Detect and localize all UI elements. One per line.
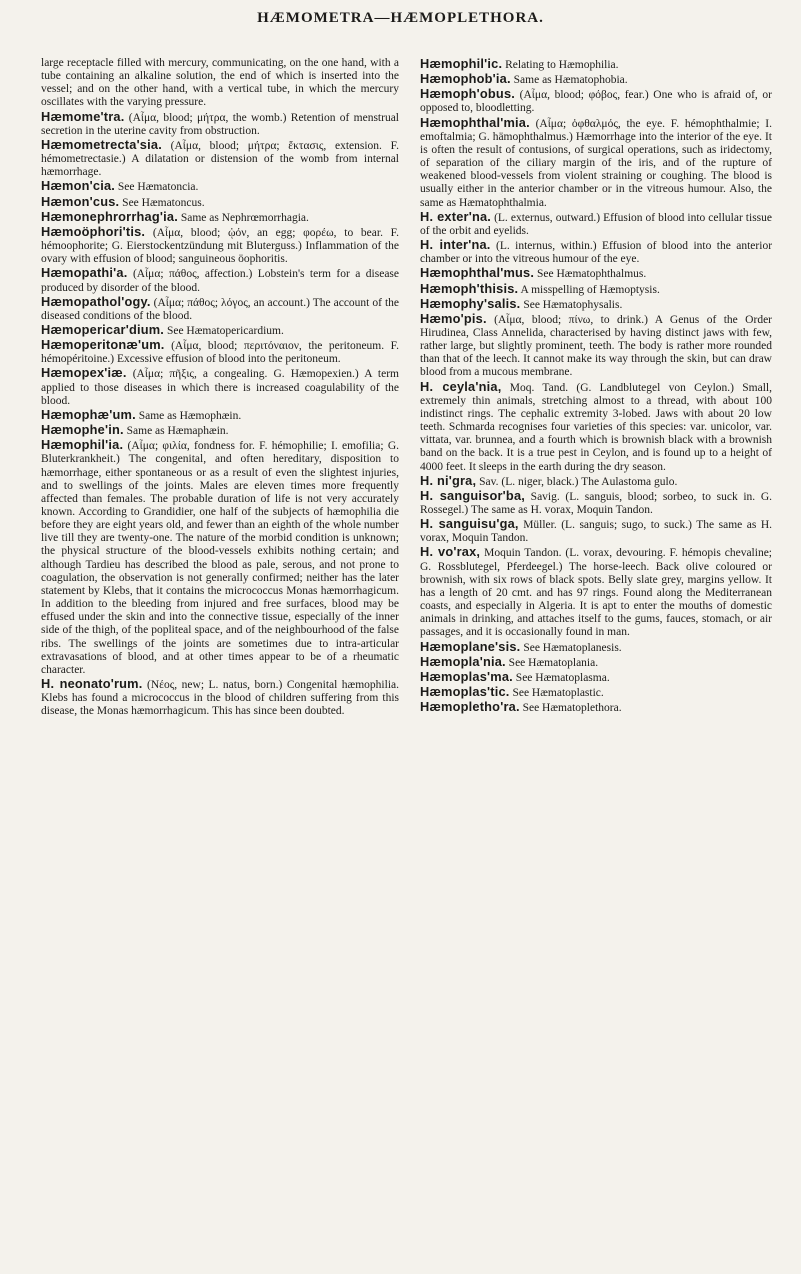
entry-headword: H. neonato'rum. xyxy=(41,676,143,692)
dictionary-entry xyxy=(41,110,399,138)
dictionary-entry xyxy=(420,545,772,639)
entry-headword: Hæmome'tra. xyxy=(41,108,125,124)
dictionary-entry xyxy=(420,238,772,266)
dictionary-entry xyxy=(420,517,772,545)
entry-headword: Hæmon'cia. xyxy=(41,178,116,194)
dictionary-entry xyxy=(420,685,772,700)
entry-text: (L. externus, outward.) Effusion of blood into cellular tissue of the orbit and eyelids. xyxy=(420,211,773,237)
entry-headword: Hæmophy'salis. xyxy=(420,295,521,311)
entry-text: Same as Hæmatophobia. xyxy=(513,74,628,87)
entry-text: Moq. Tand. (G. Landblutegel von Ceylon.) Small, extremely thin animals, stretching almost to a thread, with about 100 indistinct rings. The cephalic extremity 3-lobed. Jaws with about 20 low teeth. Schmarda recognises four varieties of this species: var. unicolor, var. vittata, var. brunnea, and a fourth which is brownish black with a brownish band on the back. It is a true pest in Ceylon, and is found up to a height of 4000 feet. It sleeps in the earth during the dry season. xyxy=(420,381,772,473)
entry-headword: H. ceyla'nia, xyxy=(420,378,502,394)
dictionary-entry xyxy=(420,282,772,297)
entry-text: See Hæmatoplastic. xyxy=(512,687,604,700)
dictionary-entry xyxy=(420,312,772,380)
entry-headword: H. ni'gra, xyxy=(420,472,477,488)
entry-text: Sav. (L. niger, black.) The Aulastoma gulo. xyxy=(479,475,678,488)
entry-text: Savig. (L. sanguis, blood; sorbeo, to suck in. G. Rossegel.) The same as H. vorax, Moquin Tandon. xyxy=(420,490,772,516)
entry-headword: Hæmometrecta'sia. xyxy=(41,136,162,152)
entry-text: (Αἷμα; πῆξις, a congealing. G. Hæmopexien.) A term applied to those diseases in which there is increased coagulability of the blood. xyxy=(41,368,400,407)
dictionary-entry xyxy=(41,266,399,294)
entry-headword: H. vo'rax, xyxy=(420,544,481,560)
entry-text: See Hæmatoplania. xyxy=(508,656,599,669)
dictionary-entry xyxy=(41,338,399,366)
entry-text: (Αἷμα; πάθος, affection.) Lobstein's term for a disease produced by disorder of the blood. xyxy=(41,268,399,294)
dictionary-entry xyxy=(41,438,399,677)
dictionary-entry xyxy=(41,366,399,407)
dictionary-entry xyxy=(41,408,399,423)
dictionary-entry xyxy=(420,700,772,715)
dictionary-entry xyxy=(420,670,772,685)
dictionary-entry xyxy=(420,380,772,474)
entry-headword: H. inter'na. xyxy=(420,237,491,253)
dictionary-entry xyxy=(41,677,399,718)
entry-text: Same as Nephrœmorrhagia. xyxy=(180,211,309,224)
entry-text: See Hæmatoncia. xyxy=(117,181,199,194)
entry-headword: Hæmoöphori'tis. xyxy=(41,223,146,239)
entry-text: See Hæmatopericardium. xyxy=(166,324,284,337)
entry-text: (Αἷμα, blood; μήτρα, the womb.) Retention of menstrual secretion in the uterine cavity from obstruction. xyxy=(41,111,399,137)
entry-text: (L. internus, within.) Effusion of blood into the anterior chamber or into the vitreous humour of the eye. xyxy=(420,240,773,266)
dictionary-entry xyxy=(41,295,399,323)
dictionary-entry xyxy=(41,179,399,194)
entry-text: (Αἷμα, blood; περιτόναιον, the peritoneum. F. hémopéritoine.) Excessive effusion of blood into the peritoneum. xyxy=(41,340,399,366)
entry-text: (Αἷμα, blood; φόβος, fear.) One who is afraid of, or opposed to, bloodletting. xyxy=(420,89,773,115)
entry-headword: Hæmopathi'a. xyxy=(41,265,128,281)
entry-text: Moquin Tandon. (L. vorax, devouring. F. hémopis chevaline; G. Rossblutegel, Pferdeegel.) The horse-leech. Back olive coloured or brownish, with six rows of black spots. Belly slate grey, margins yellow. It has a length of 20 cmt. and has 97 rings. Found along the Mediterranean coasts, and especially in Algeria. It is apt to enter the mouths of domestic animals in drinking, and attaches itself to the gums, fauces, stomach, or air passages, and it is occasionally found in man. xyxy=(420,547,773,639)
entry-headword: Hæmophthal'mia. xyxy=(420,114,530,130)
entry-headword: Hæmoplas'tic. xyxy=(420,684,510,700)
entry-headword: H. sanguisor'ba, xyxy=(420,487,526,503)
entry-text: Relating to Hæmophilia. xyxy=(505,59,619,71)
dictionary-entry xyxy=(420,297,772,312)
entry-text: Same as Hæmaphæin. xyxy=(126,425,229,438)
entry-headword: Hæmoph'obus. xyxy=(420,86,516,102)
entry-text: See Hæmatoplasma. xyxy=(515,671,610,684)
entry-headword: H. sanguisu'ga, xyxy=(420,516,519,532)
entry-headword: Hæmophil'ia. xyxy=(41,437,124,453)
entry-headword: Hæmophil'ic. xyxy=(420,56,503,71)
dictionary-entry xyxy=(420,655,772,670)
entry-text: See Hæmatophysalis. xyxy=(523,298,623,311)
entry-headword: Hæmophæ'um. xyxy=(41,406,136,422)
entry-headword: Hæmoplas'ma. xyxy=(420,668,513,684)
dictionary-entry xyxy=(41,57,399,110)
entry-text: (Αἷμα; ὀφθαλμός, the eye. F. hémophthalmie; I. emoftalmia; G. hämophthalmus.) Hæmorrhage into the interior of the eye. It is often the result of contusions, of surgical operations, such as iridectomy, of separation of the ciliary margin of the iris, and of the rupture of weakened blood-vessels from violent straining or coughing. The blood is usually either in the anterior chamber or in the vitreous humour. Also, the same as Hæmatophthalmia. xyxy=(420,117,772,209)
dictionary-entry xyxy=(41,210,399,225)
entry-text: large receptacle filled with mercury, communicating, on the one hand, with a tube containing an alkaline solution, the end of which is inserted into the vessel; and on the other hand, with a vertical tube, in which the mercury oscillates with the varying pressure. xyxy=(41,57,399,109)
dictionary-entry xyxy=(420,57,772,72)
dictionary-entry xyxy=(420,266,772,281)
entry-text: Müller. (L. sanguis; sugo, to suck.) The same as H. vorax, Moquin Tandon. xyxy=(420,519,773,545)
entry-text: (Αἷμα, blood; πίνω, to drink.) A Genus of the Order Hirudinea, Class Annelida, characterised by having distinct jaws with few, rather large, but slightly prominent, teeth. The body is rather more rounded than that of the leech. It cannot make its way through the skin, but can draw blood from a mucous membrane. xyxy=(420,313,773,379)
dictionary-entry xyxy=(420,640,772,655)
entry-text: (Αἷμα; πάθος; λόγος, an account.) The account of the diseased conditions of the blood. xyxy=(41,296,399,322)
entry-text: See Hæmatoncus. xyxy=(122,196,205,209)
entry-headword: Hæmopletho'ra. xyxy=(420,699,520,715)
entry-headword: Hæmoplane'sis. xyxy=(420,638,521,654)
dictionary-entry xyxy=(41,323,399,338)
entry-headword: Hæmophe'in. xyxy=(41,422,124,438)
entry-headword: Hæmopericar'dium. xyxy=(41,321,165,337)
entry-text: See Hæmatoplethora. xyxy=(522,702,622,715)
dictionary-entry xyxy=(420,87,772,115)
entry-text: See Hæmatophthalmus. xyxy=(537,268,647,281)
entry-headword: Hæmoph'thisis. xyxy=(420,280,519,296)
dictionary-entry xyxy=(420,474,772,489)
entry-text: (Αἷμα; φιλία, fondness for. F. hémophilie; I. emofilia; G. Bluterkrankheit.) The congenital, and often hereditary, disposition to hæmorrhage, either spontaneous or as a result of even the slightest injuries, and to swellings of the joints. Males are eleven times more frequently affected than females. The probable duration of life is not very accurately known. According to Grandidier, one half of the subjects of hæmophilia die before they are eight years old, and fewer than an eighth of the whole number live till they are twenty-one. The nature of the morbid condition is unknown; the physical structure of the blood-vessels exhibits nothing certain; and although Tardieu has described the blood as pale, serous, and not prone to coagulation, the observation is not generally confirmed; neither has the later statement by Klebs, that it contains the micrococcus Monas hæmorrhagicum. In addition to the bleeding from injured and free surfaces, blood may be effused under the skin and into the connective tissue, especially of the inner side of the thigh, of the popliteal space, and of the neighbourhood of the false ribs. The swellings of the joints are sometimes due to intra-articular extravasations of blood, and at other times appear to be of a rheumatic character. xyxy=(41,440,399,676)
entry-headword: Hæmo'pis. xyxy=(420,310,487,326)
dictionary-entry xyxy=(420,489,772,517)
entry-text: (Νέος, new; L. natus, born.) Congenital hæmophilia. Klebs has found a micrococcus in the blood of children suffering from this disease, the Monas hæmorrhagicum. This has since been doubted. xyxy=(41,679,399,718)
entry-text: (Αἷμα, blood; μήτρα; ἔκτασις, extension. F. hémometrectasie.) A dilatation or distension of the womb from internal hæmorrhage. xyxy=(41,139,399,179)
entry-headword: Hæmon'cus. xyxy=(41,193,120,209)
entry-headword: Hæmophthal'mus. xyxy=(420,265,535,281)
dictionary-entry xyxy=(41,423,399,438)
right-column xyxy=(420,57,772,715)
dictionary-entry xyxy=(420,116,772,210)
entry-headword: H. exter'na. xyxy=(420,208,492,224)
running-head: HÆMOMETRA—HÆMOPLETHORA. xyxy=(257,10,544,26)
entry-headword: Hæmopathol'ogy. xyxy=(41,293,151,309)
dictionary-entry xyxy=(420,72,772,87)
dictionary-entry xyxy=(41,195,399,210)
entry-text: (Αἷμα, blood; ᾠόν, an egg; φορέω, to bear. F. hémoophorite; G. Eierstockentzündung mit Bluterguss.) Inflammation of the ovary with effusion of blood; sanguineous öophoritis. xyxy=(41,226,399,266)
entry-text: Same as Hæmophæin. xyxy=(138,409,242,422)
entry-headword: Hæmonephrorrhag'ia. xyxy=(41,208,178,224)
entry-text: See Hæmatoplanesis. xyxy=(523,641,622,654)
entry-headword: Hæmophob'ia. xyxy=(420,71,511,87)
entry-headword: Hæmopex'iæ. xyxy=(41,365,127,381)
entry-headword: Hæmoperitonæ'um. xyxy=(41,337,165,353)
left-column xyxy=(41,57,399,719)
dictionary-entry xyxy=(420,210,772,238)
entry-headword: Hæmopla'nia. xyxy=(420,653,506,669)
dictionary-entry xyxy=(41,138,399,179)
dictionary-entry xyxy=(41,225,399,266)
entry-text: A misspelling of Hæmoptysis. xyxy=(520,283,660,296)
